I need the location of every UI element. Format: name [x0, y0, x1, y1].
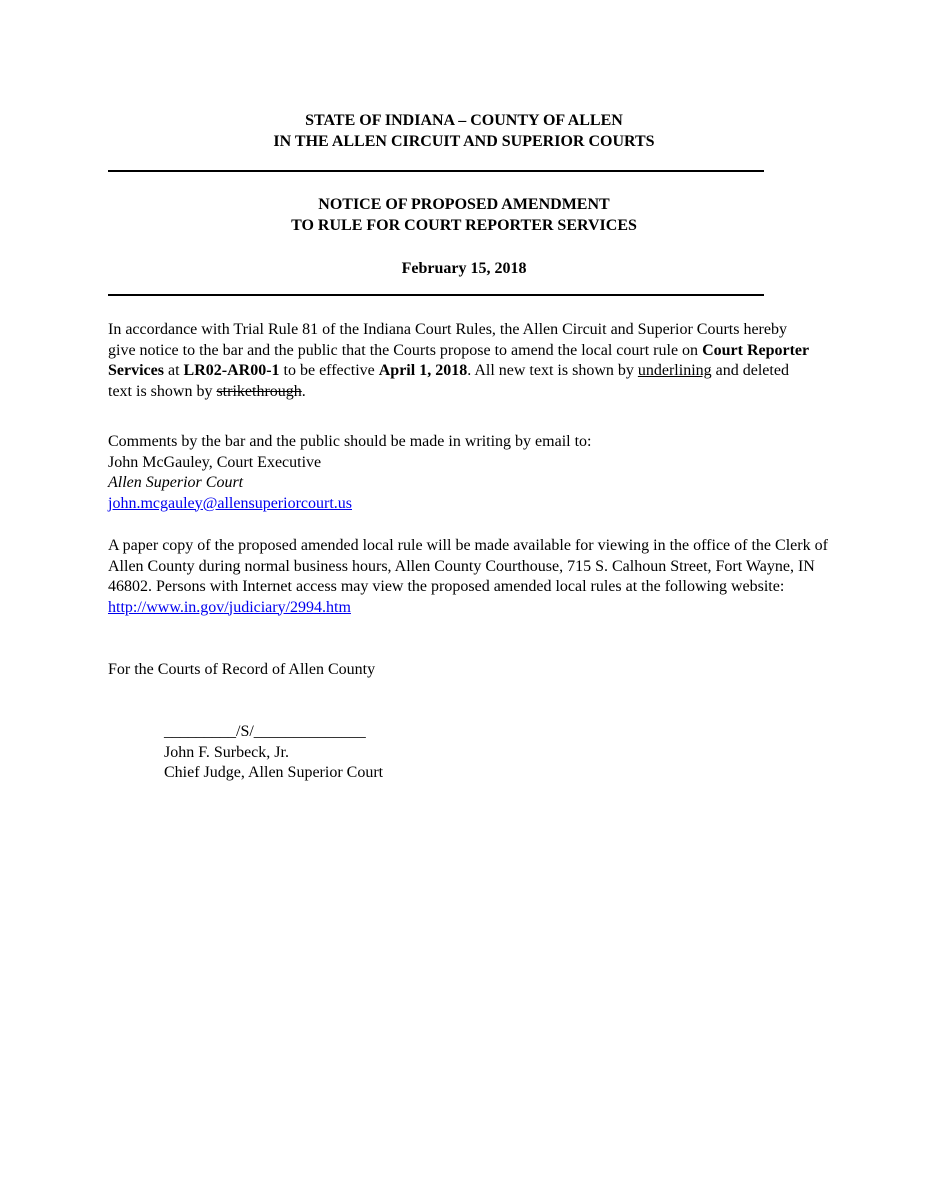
contact-email-link[interactable]: john.mcgauley@allensuperiorcourt.us — [108, 494, 352, 512]
text: In accordance with Trial Rule 81 of the Indiana Court Rules, the Allen Circuit and Superior Courts hereby give notice to the bar and the public that the Courts propose to amend the local court rule on — [108, 321, 787, 359]
text: at — [163, 362, 184, 379]
header-state-county: STATE OF INDIANA – COUNTY OF ALLEN — [305, 112, 623, 129]
signature-block — [164, 722, 564, 784]
notice-title — [108, 194, 820, 236]
paper-copy-text: A paper copy of the proposed amended local rule will be made available for viewing in the office of the Clerk of Allen County during normal business hours, Allen County Courthouse, 715 S. Calhoun Street, Fort Wayne, IN 46802. Persons with Internet access may view the proposed amended local rules at the following website: — [108, 537, 828, 595]
divider-bottom — [108, 294, 764, 296]
header-court-name: IN THE ALLEN CIRCUIT AND SUPERIOR COURTS — [273, 133, 655, 150]
rule-name: Court Reporter Services — [108, 341, 809, 379]
divider-top — [108, 170, 764, 172]
contact-court: Allen Superior Court — [108, 474, 244, 491]
paragraph-amendment — [108, 320, 816, 402]
notice-title-line1: NOTICE OF PROPOSED AMENDMENT — [318, 196, 610, 213]
contact-name: John McGauley, Court Executive — [108, 453, 322, 471]
paragraph-paper-copy — [108, 536, 828, 618]
court-header — [108, 110, 820, 152]
text: . — [301, 382, 306, 400]
signer-title: Chief Judge, Allen Superior Court — [164, 764, 384, 781]
website-link[interactable]: http://www.in.gov/judiciary/2994.htm — [108, 598, 351, 616]
underline-example: underlining — [637, 362, 712, 379]
comments-intro: Comments by the bar and the public should be made in writing by email to: — [108, 433, 592, 450]
comments-section — [108, 432, 828, 514]
text: and deleted text is shown by — [108, 362, 789, 400]
text: to be effective — [279, 362, 379, 379]
strikethrough-example: strikethrough — [216, 382, 302, 400]
signature-line: _________/S/______________ — [164, 723, 366, 740]
text: . All new text is shown by — [467, 362, 638, 379]
notice-date: February 15, 2018 — [401, 260, 527, 277]
signer-name: John F. Surbeck, Jr. — [164, 743, 289, 761]
notice-title-line2: TO RULE FOR COURT REPORTER SERVICES — [291, 217, 637, 234]
effective-date: April 1, 2018 — [378, 362, 468, 379]
closing-line: For the Courts of Record of Allen County — [108, 661, 376, 678]
rule-number: LR02-AR00-1 — [183, 362, 280, 379]
